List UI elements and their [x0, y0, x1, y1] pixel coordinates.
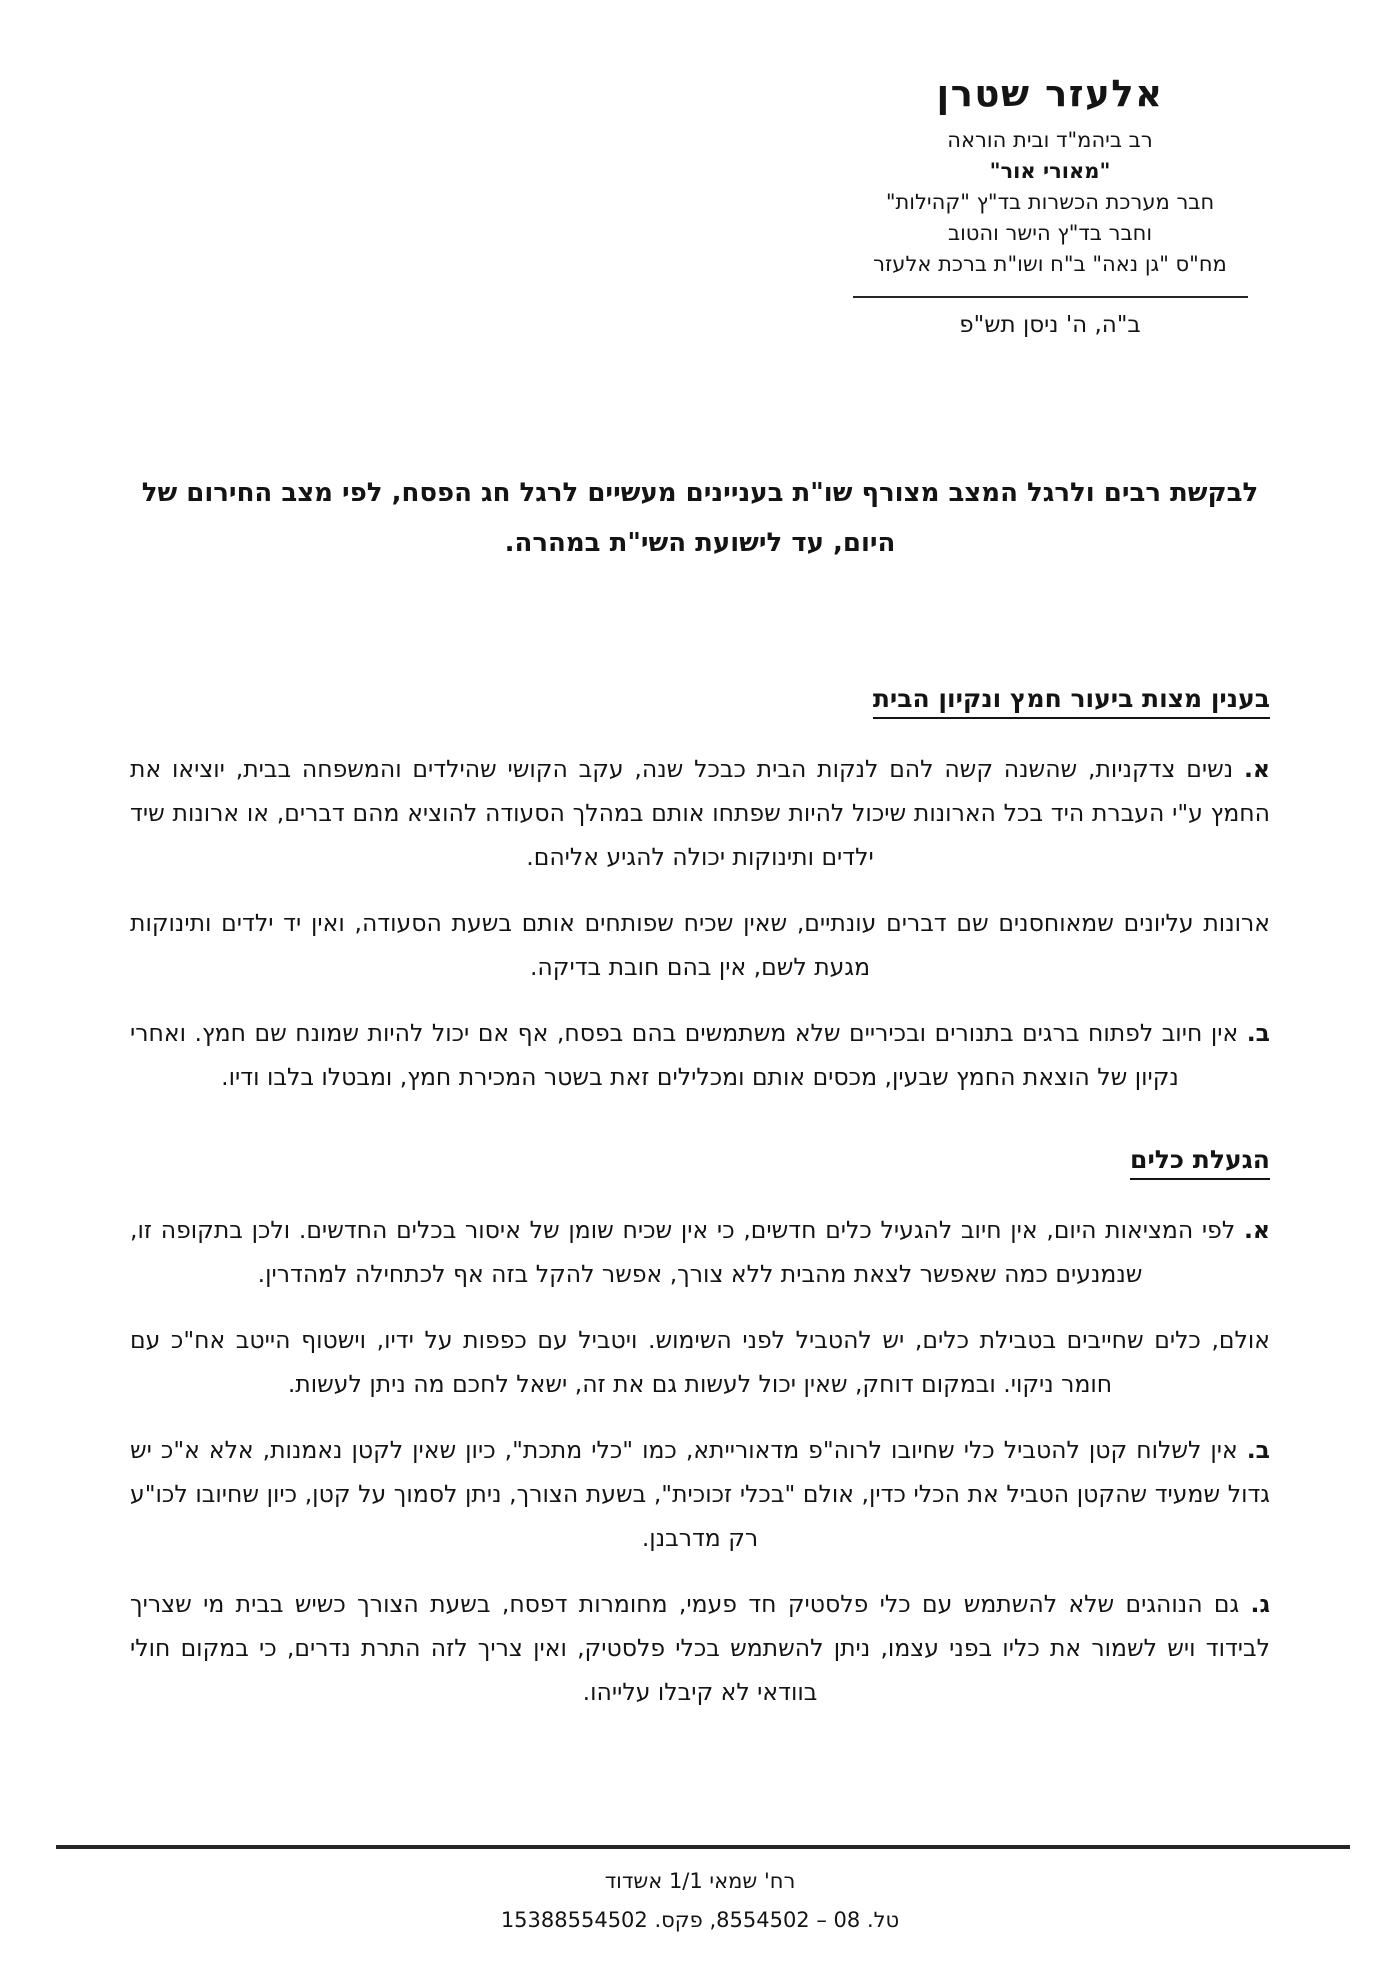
paragraph-enumerator: א.	[1243, 1216, 1270, 1244]
paragraph-enumerator: א.	[1243, 755, 1270, 783]
section-heading-hagalat-kelim: הגעלת כלים	[130, 1145, 1270, 1174]
letterhead-separator-line	[853, 296, 1248, 298]
paragraph: ארונות עליונים שמאוחסנים שם דברים עונתיים, שאין שכיח שפותחים אותם בשעת הסעודה, ואין יד ילדים ותינוקות מגעת לשם, אין בהם חובת בדיקה.	[130, 909, 1270, 981]
letter-body	[130, 468, 1270, 1736]
footer-phone-fax: טל. 08 – 8554502, פקס. 15388554502	[500, 1908, 900, 1932]
letterhead-line-kashrut: חבר מערכת הכשרות בד"ץ "קהילות"	[885, 190, 1215, 214]
paragraph: אולם, כלים שחייבים בטבילת כלים, יש להטביל לפני השימוש. ויטביל עם כפפות על ידיו, וישטוף הייטב אח"כ עם חומר ניקוי. ובמקום דוחק, שאין יכול לעשות גם את זה, ישאל לחכם מה ניתן לעשות.	[130, 1326, 1270, 1398]
paragraph: א. נשים צדקניות, שהשנה קשה להם לנקות הבית כבכל שנה, עקב הקושי שהילדים והמשפחה בבית, יוציאו את החמץ ע"י העברת היד בכל הארונות שיכול להיות שפתחו אותם במהלך הסעודה להוציא מהם דברים, או ארונות שיד ילדים ותינוקות יכולה להגיע אליהם.	[130, 755, 1270, 871]
paragraph: ב. אין חיוב לפתוח ברגים בתנורים ובכיריים שלא משתמשים בהם בפסח, אף אם יכול להיות שמונח שם חמץ. ואחרי נקיון של הוצאת החמץ שבעין, מכסים אותם ומכלילים זאת בשטר המכירת חמץ, ומבטלו בלבו ודיו.	[130, 1019, 1270, 1091]
paragraph-enumerator: ב.	[1246, 1019, 1270, 1047]
letterhead-name: אלעזר שטרן	[936, 72, 1164, 115]
paragraph-enumerator: ג.	[1250, 1590, 1270, 1618]
paragraph-enumerator: ב.	[1246, 1436, 1270, 1464]
letterhead-line-meorei-or: "מאורי אור"	[989, 159, 1111, 183]
footer	[0, 1862, 1400, 1940]
paragraph: ג. גם הנוהגים שלא להשתמש עם כלי פלסטיק חד פעמי, מחומרות דפסח, בשעת הצורך כשיש בבית מי שצריך לבידוד ויש לשמור את כליו בפני עצמו, ניתן להשתמש בכלי פלסטיק, ואין צריך לזה התרת נדרים, כי במקום חולי בוודאי לא קיבלו עלייהו.	[130, 1590, 1270, 1706]
letterhead	[740, 72, 1360, 338]
intro-paragraph: לבקשת רבים ולרגל המצב מצורף שו"ת בעניינים מעשיים לרגל חג הפסח, לפי מצב החירום של היום, עד לישועת השי"ת במהרה.	[141, 478, 1259, 558]
letterhead-line-rabbi: רב ביהמ"ד ובית הוראה	[947, 128, 1153, 152]
footer-separator-line	[56, 1845, 1350, 1849]
section-heading-biur-chametz: בענין מצות ביעור חמץ ונקיון הבית	[130, 684, 1270, 713]
paragraph: א. לפי המציאות היום, אין חיוב להגעיל כלים חדשים, כי אין שכיח שומן של איסור בכלים החדשים. ולכן בתקופה זו, שנמנעים כמה שאפשר לצאת מהבית ללא צורך, אפשר להקל בזה אף לכתחילה למהדרין.	[130, 1216, 1270, 1288]
letterhead-line-badatz: וחבר בד"ץ הישר והטוב	[947, 221, 1153, 245]
footer-address: רח' שמאי 1/1 אשדוד	[604, 1869, 796, 1893]
hebrew-date: ב"ה, ה' ניסן תש"פ	[959, 312, 1141, 338]
letterhead-line-books: מח"ס "גן נאה" ב"ח ושו"ת ברכת אלעזר	[873, 252, 1227, 276]
paragraph: ב. אין לשלוח קטן להטביל כלי שחיובו לרוה"פ מדאורייתא, כמו "כלי מתכת", כיון שאין לקטן נאמנות, אלא א"כ יש גדול שמעיד שהקטן הטביל את הכלי כדין, אולם "בכלי זכוכית", בשעת הצורך, ניתן לסמוך על קטן, כיון שחיובו לכו"ע רק מדרבנן.	[130, 1436, 1270, 1552]
